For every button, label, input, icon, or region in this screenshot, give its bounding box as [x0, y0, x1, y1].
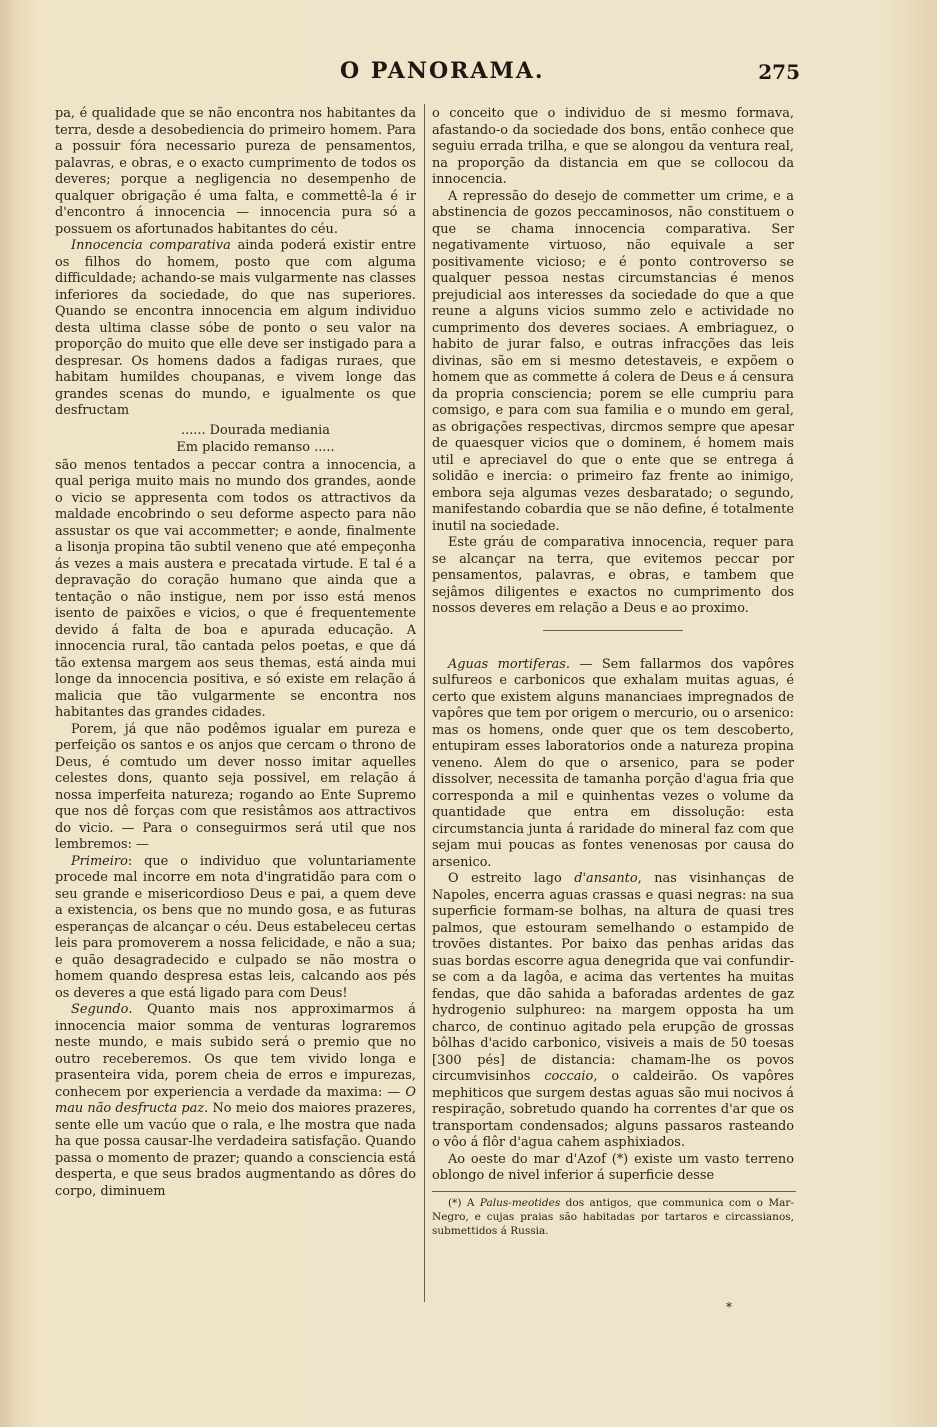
verse-line: Em placido remanso ..... — [176, 439, 335, 455]
paragraph-text: : que o individuo que voluntariamente procede mal incorre em nota d'ingratidão para com o seu grande e misericordioso Deus e pai, a quem deve a existencia, os bens que no mundo gosa, e as futuras esperanças de alcançar o céu. Deus estabeleceu certas leis para promoverem a nossa felicidade, e não a sua; e quão desagradecido e culpado se não mostra o homem quando despresa estas leis, calcando aos pés os deveres a que está ligado para com Deus! — [55, 853, 416, 1001]
paragraph-text: ainda poderá existir entre os filhos do homem, posto que com alguma difficuldade; achando-se mais vulgarmente nas classes inferiores da sociedade, do que nas superiores. Quando se encontra innocencia em algum individuo desta ultima classe sóbe de ponto o seu valor na proporção do muito que elle deve ser instigado para a despresar. Os homens dados a fadigas ruraes, que habitam humildes choupanas, e vivem longe das grandes scenas do mundo, e igualmente os que desfructam — [55, 238, 416, 418]
italic-term: Primeiro — [71, 853, 128, 869]
paragraph-text: , o caldeirão. Os vapôres mephiticos que surgem destas aguas são mui nocivos á respiração, sobretudo quando ha correntes d'ar que os transportam condensados; alguns passaros rasteando o vôo á flôr d'agua cahem asphixiados. — [432, 1069, 794, 1150]
italic-term: Innocencia comparativa — [71, 238, 231, 253]
paragraph-text: , nas visinhanças de Napoles, encerra aguas crassas e quasi negras: na sua superficie formam-se bolhas, na altura de quasi tres palmos, que estouram semelhando o estampido de trovões distantes. Por baixo das penhas aridas das suas bordas escorre agua denegrida que vai confundir-se com a da lagôa, e acima das vertentes ha muitas fendas, que dão sahida a baforadas ardentes de gaz hydrogenio sulphureo: na margem opposta ha um charco, de continuo agitado pela erupção de grossas bôlhas d'acido carbonico, visiveis a mais de 50 toesas [300 pés] de distancia: chamam-lhe os povos circumvisinhos — [432, 871, 794, 1084]
paragraph — [432, 871, 794, 1152]
italic-term: coccaio — [544, 1069, 594, 1084]
italic-term: Palus-meotides — [479, 1196, 561, 1209]
footnote-rule — [432, 1191, 796, 1192]
column-divider — [424, 104, 425, 1302]
verse-quote — [95, 422, 416, 456]
verse-line: ...... Dourada mediania — [181, 422, 330, 438]
footnote — [432, 1196, 794, 1238]
paragraph: o conceito que o individuo de si mesmo formava, afastando-o da sociedade dos bons, então conhece que seguiu errada trilha, e que se alongou da ventura real, na proporção da distancia em que se collocou da innocencia. — [432, 106, 794, 187]
paragraph-text: O estreito lago — [448, 871, 575, 886]
paragraph-text: . Quanto mais nos approximarmos á innocencia maior somma de venturas lograremos neste mundo, e mais subido será o premio que no outro receberemos. Os que tem vivido longa e prasenteira vida, porem cheia de erros e impurezas, conhecem por experiencia a verdade da maxima: — — [55, 1002, 416, 1100]
italic-term: d'ansanto — [574, 871, 638, 886]
footnote-text: (*) A — [448, 1196, 480, 1209]
paragraph: Este gráu de comparativa innocencia, requer para se alcançar na terra, que evitemos peccar por pensamentos, palavras, e obras, e tambem que sejâmos diligentes e exactos no cumprimento dos nossos deveres em relação a Deus e ao proximo. — [432, 535, 794, 616]
paragraph — [432, 657, 794, 872]
paragraph: Porem, já que não podêmos igualar em pureza e perfeição os santos e os anjos que cercam o throno de Deus, é comtudo um dever nosso imitar aquelles celestes dons, quanto seja possivel, em relação á nossa imperfeita natureza; rogando ao Ente Supremo que nos dê forças com que resistâmos aos attractivos do vicio. — Para o conseguirmos será util que nos lembremos: — — [55, 721, 416, 852]
italic-quote: O mau não desfructa paz. — [55, 1084, 416, 1116]
page-number: 275 — [758, 60, 800, 84]
signature-mark: * — [726, 1300, 732, 1314]
paragraph: pa, é qualidade que se não encontra nos habitantes da terra, desde a desobediencia do primeiro homem. Para a possuir fóra necessario pureza de pensamentos, palavras, e obras, e o exacto cumprimento de todos os deveres; porque a negligencia no desempenho de qualquer obrigação é uma falta, e commettê-la é ir d'encontro á innocencia — innocencia pura só a possuem os afortunados habitantes do céu. — [55, 106, 416, 237]
paragraph — [55, 1002, 416, 1200]
paragraph: Ao oeste do mar d'Azof (*) existe um vasto terreno oblongo de nivel inferior á superficie desse — [432, 1151, 794, 1183]
paragraph: A repressão do desejo de commetter um crime, e a abstinencia de gozos peccaminosos, não constituem o que se chama innocencia comparativa. Ser negativamente virtuoso, não equivale a ser positivamente vicioso; e é ponto controverso se qualquer pessoa nestas circumstancias é menos prejudicial aos interesses da sociedade do que a que reune a alguns vicios summo zelo e actividade no cumprimento dos deveres sociaes. A embriaguez, o habito de jurar falso, e outras infracções das leis divinas, são em si mesmo detestaveis, e expõem o homem que as commette á colera de Deus e á censura da propria consciencia; porem se elle cumpriu para comsigo, e para com sua familia e o mundo em geral, as obrigações respectivas, dircmos sempre que apesar de quaesquer vicios que o dominem, é homem mais util e apreciavel do que o ente que se entrega á solidão e inercia: o primeiro faz frente ao inimigo, embora seja algumas vezes desbaratado; o segundo, manifestando cobardia que se não define, é totalmente inutil na sociedade. — [432, 188, 794, 534]
italic-term: Segundo — [71, 1002, 129, 1017]
section-separator — [543, 630, 683, 631]
paragraph-text: No meio dos maiores prazeres, sente elle um vacúo que o rala, e lhe mostra que nada ha que possa causar-lhe verdadeira satisfação. Quando passa o momento de prazer; quando a consciencia está desperta, e que seus brados augmentando as dôres do corpo, diminuem — [55, 1101, 416, 1199]
running-title: O PANORAMA. — [340, 58, 545, 84]
paragraph — [55, 854, 416, 1003]
page-header — [50, 56, 800, 96]
left-column — [55, 106, 416, 1200]
italic-term: Aguas mortiferas. — [448, 656, 571, 672]
paragraph: são menos tentados a peccar contra a innocencia, a qual periga muito mais no mundo dos grandes, aonde o vicio se appresenta com todos os attractivos da maldade encobrindo o seu deforme aspecto para não assustar os que vai accommetter; e aonde, finalmente a lisonja propina tão subtil veneno que até empeçonha ás vezes a mais austera e precatada virtude. E tal é a depravação do coração humano que ainda que a tentação o não instigue, nem por isso está menos isento de paixões e vicios, o que é frequentemente devido á falta de boa e apurada educação. A innocencia rural, tão cantada pelos poetas, e que dá tão extensa margem aos seus themas, está ainda mui longe da innocencia positiva, e só existe em relação á malicia que tão vulgarmente se encontra nos habitantes das grandes cidades. — [55, 457, 416, 720]
right-column — [432, 106, 794, 1238]
paragraph-text: — Sem fallarmos dos vapôres sulfureos e carbonicos que exhalam muitas aguas, é certo que existem alguns mananciaes impregnados de vapôres que tem por origem o mercurio, ou o arsenico: mas os homens, onde quer que os tem descoberto, entupiram esses laboratorios onde a natureza propina veneno. Alem do que o arsenico, para se poder dissolver, necessita de tamanha porção d'agua fria que corresponda a mil e quinhentas vezes o volume da quantidade que entra em dissolução: esta circumstancia junta á raridade do mineral faz com que sejam mui poucas as fontes venenosas por causa do arsenico. — [432, 656, 795, 870]
footnote-text: dos antigos, que communica com o Mar-Negro, e cujas praias são habitadas por tartaros e circassianos, submettidos á Russia. — [432, 1196, 794, 1237]
paragraph — [55, 238, 416, 420]
